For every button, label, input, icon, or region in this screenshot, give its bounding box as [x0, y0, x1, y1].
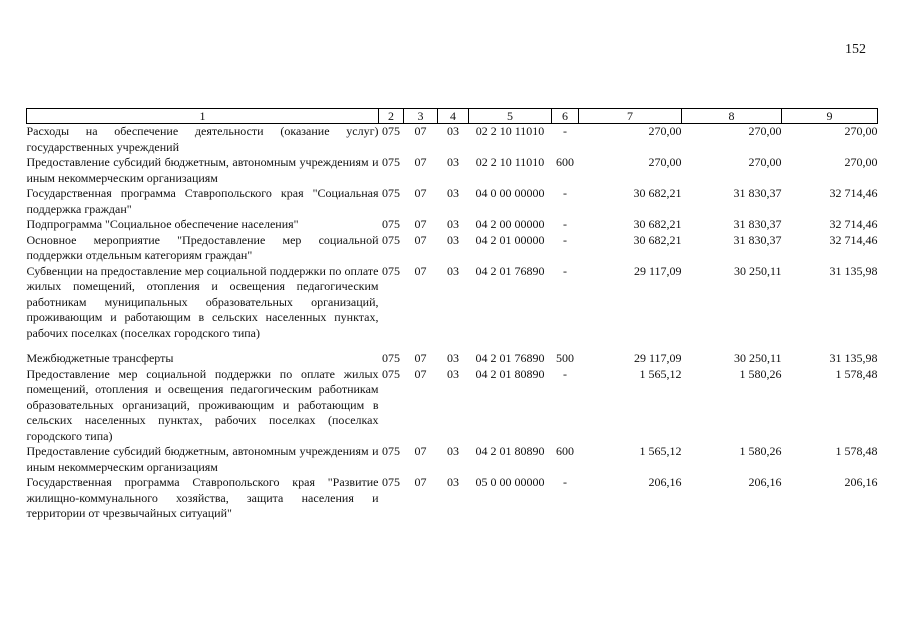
cell-c5: 02 2 10 11010: [475, 124, 545, 138]
cell-c9: 31 135,98: [829, 263, 878, 278]
cell-c7: 270,00: [648, 155, 682, 169]
cell-c4: 03: [447, 155, 459, 169]
cell-c3: 07: [414, 366, 427, 381]
column-header: 9: [782, 109, 878, 124]
cell-c8: 206,16: [748, 475, 782, 489]
cell-c5: 04 2 00 00000: [475, 217, 545, 231]
cell-c6: -: [563, 124, 567, 138]
cell-c2: 075: [382, 475, 400, 489]
cell-c3: 07: [414, 217, 427, 231]
cell-c8: 31 830,37: [733, 217, 782, 231]
column-header: 8: [682, 109, 782, 124]
cell-c4: 03: [447, 366, 459, 381]
cell-c9: 270,00: [844, 155, 878, 169]
cell-c5: 04 2 01 80890: [475, 444, 545, 458]
cell-c3: 07: [414, 351, 427, 365]
row-name: Государственная программа Ставропольского края "Социальная поддержка граждан": [26, 186, 379, 216]
cell-c6: -: [563, 186, 567, 200]
page-number: 152: [845, 42, 866, 57]
cell-c5: 05 0 00 00000: [475, 475, 545, 489]
cell-c2: 075: [382, 217, 400, 231]
cell-c3: 07: [414, 124, 427, 138]
cell-c7: 29 117,09: [633, 263, 682, 278]
cell-c8: 1 580,26: [739, 444, 782, 458]
cell-c4: 03: [447, 475, 459, 489]
cell-c2: 075: [382, 263, 400, 278]
row-name: Межбюджетные трансферты: [26, 351, 174, 365]
cell-c3: 07: [414, 475, 427, 489]
cell-c9: 1 578,48: [835, 444, 878, 458]
cell-c7: 30 682,21: [633, 217, 682, 231]
cell-c4: 03: [447, 263, 459, 278]
cell-c3: 07: [414, 232, 427, 247]
row-name: Подпрограмма "Социальное обеспечение населения": [26, 217, 299, 231]
table-row: [27, 233, 878, 264]
cell-c6: -: [563, 475, 567, 489]
cell-c8: 270,00: [748, 124, 782, 138]
cell-c5: 04 2 01 76890: [475, 263, 545, 278]
row-name: Предоставление субсидий бюджетным, автономным учреждениям и иным некоммерческим организациям: [26, 444, 379, 474]
table-row: [27, 351, 878, 367]
row-name: Предоставление субсидий бюджетным, автономным учреждениям и иным некоммерческим организациям: [26, 155, 379, 185]
cell-c8: 1 580,26: [739, 366, 782, 381]
cell-c7: 29 117,09: [633, 351, 682, 365]
cell-c9: 206,16: [844, 475, 878, 489]
cell-c5: 04 2 01 00000: [475, 232, 545, 247]
cell-c8: 30 250,11: [733, 351, 782, 365]
cell-c4: 03: [447, 351, 459, 365]
cell-c7: 30 682,21: [633, 232, 682, 247]
header-row: [27, 109, 878, 124]
cell-c4: 03: [447, 444, 459, 458]
cell-c3: 07: [414, 186, 427, 200]
cell-c6: 600: [556, 444, 574, 458]
cell-c2: 075: [382, 232, 400, 247]
cell-c4: 03: [447, 232, 459, 247]
cell-c9: 270,00: [844, 124, 878, 138]
cell-c5: 02 2 10 11010: [475, 155, 545, 169]
column-header: 5: [469, 109, 552, 124]
table-row: [27, 264, 878, 342]
cell-c8: 30 250,11: [733, 263, 782, 278]
table-row: [27, 186, 878, 217]
budget-table: [26, 108, 878, 522]
cell-c2: 075: [382, 186, 400, 200]
row-name: Предоставление мер социальной поддержки по оплате жилых помещений, отопления и освещения педагогическим работникам образовательных организаций, проживающим и работающим в сельских населенных пунктах, рабочих поселках (поселках городского типа): [26, 366, 379, 443]
row-name: Субвенции на предоставление мер социальной поддержки по оплате жилых помещений, отопления и освещения педагогическим работникам муниципальных образовательных организаций, проживающим и работающим в сельских населенных пунктах, рабочих поселках (поселках городского типа): [26, 263, 379, 340]
table-row: [27, 475, 878, 522]
cell-c2: 075: [382, 366, 400, 381]
cell-c3: 07: [414, 155, 427, 169]
cell-c6: -: [563, 263, 567, 278]
cell-c7: 1 565,12: [639, 366, 682, 381]
cell-c9: 31 135,98: [829, 351, 878, 365]
row-name: Основное мероприятие "Предоставление мер социальной поддержки отдельным категориям граждан": [26, 232, 379, 262]
cell-c7: 270,00: [648, 124, 682, 138]
cell-c6: 500: [556, 351, 574, 365]
cell-c6: -: [563, 366, 567, 381]
cell-c6: -: [563, 217, 567, 231]
column-header: 6: [552, 109, 579, 124]
column-header: 2: [379, 109, 404, 124]
table-row: [27, 217, 878, 233]
cell-c7: 206,16: [648, 475, 682, 489]
column-header: 1: [27, 109, 379, 124]
table-row: [27, 367, 878, 445]
cell-c4: 03: [447, 124, 459, 138]
cell-c4: 03: [447, 186, 459, 200]
cell-c3: 07: [414, 444, 427, 458]
cell-c5: 04 0 00 00000: [475, 186, 545, 200]
cell-c9: 1 578,48: [835, 366, 878, 381]
cell-c7: 1 565,12: [639, 444, 682, 458]
cell-c8: 31 830,37: [733, 232, 782, 247]
cell-c6: 600: [556, 155, 574, 169]
table-row: [27, 124, 878, 156]
cell-c4: 03: [447, 217, 459, 231]
cell-c8: 270,00: [748, 155, 782, 169]
cell-c6: -: [563, 232, 567, 247]
row-spacer: [27, 341, 878, 351]
row-name: Государственная программа Ставропольского края "Развитие жилищно-коммунального хозяйства, защита населения и территории от чрезвычайных ситуаций": [26, 475, 379, 520]
column-header: 3: [404, 109, 438, 124]
cell-c5: 04 2 01 80890: [475, 366, 545, 381]
cell-c9: 32 714,46: [829, 217, 878, 231]
table-row: [27, 155, 878, 186]
row-name: Расходы на обеспечение деятельности (оказание услуг) государственных учреждений: [26, 124, 379, 154]
cell-c5: 04 2 01 76890: [475, 351, 545, 365]
cell-c2: 075: [382, 155, 400, 169]
cell-c8: 31 830,37: [733, 186, 782, 200]
cell-c9: 32 714,46: [829, 186, 878, 200]
cell-c2: 075: [382, 351, 400, 365]
cell-c2: 075: [382, 444, 400, 458]
cell-c9: 32 714,46: [829, 232, 878, 247]
table-row: [27, 444, 878, 475]
column-header: 7: [579, 109, 682, 124]
cell-c3: 07: [414, 263, 427, 278]
column-header: 4: [438, 109, 469, 124]
cell-c2: 075: [382, 124, 400, 138]
cell-c7: 30 682,21: [633, 186, 682, 200]
